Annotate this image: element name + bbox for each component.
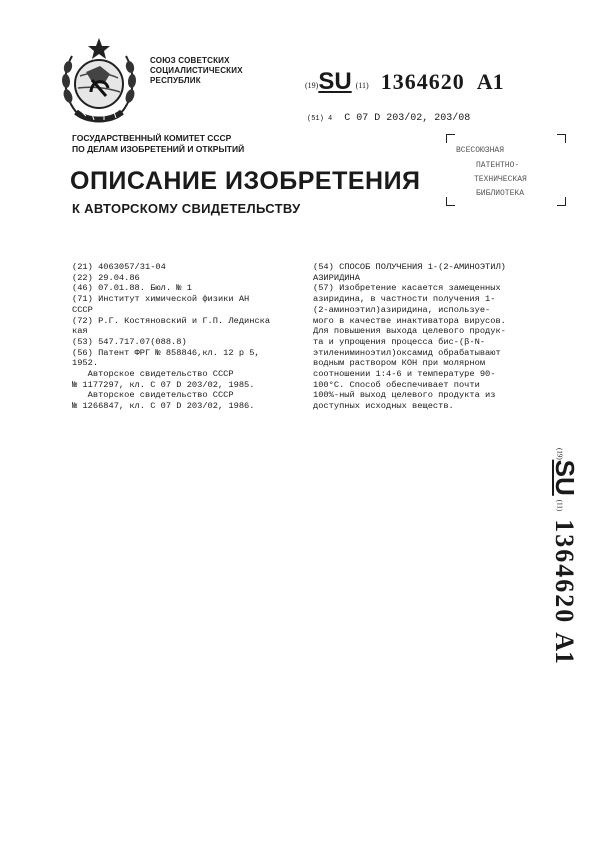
- abstract-line: (54) СПОСОБ ПОЛУЧЕНИЯ 1-(2-АМИНОЭТИЛ): [313, 262, 506, 272]
- union-line: СОЦИАЛИСТИЧЕСКИХ: [150, 66, 243, 75]
- ussr-emblem: [58, 36, 140, 126]
- abstract-line: 100°С. Способ обеспечивает почти: [313, 379, 480, 390]
- biblio-line: (72) Р.Г. Костяновский и Г.П. Лединска: [72, 315, 271, 326]
- stamp-line: ВСЕСОЮЗНАЯ: [456, 146, 505, 155]
- bibliographic-data: [72, 262, 297, 412]
- code-19: (19): [555, 448, 564, 460]
- ipc-classification: [307, 113, 470, 124]
- document-title: ОПИСАНИЕ ИЗОБРЕТЕНИЯ: [70, 167, 421, 195]
- patent-number: 1364620: [550, 519, 579, 625]
- abstract-line: (57) Изобретение касается замещенных: [313, 283, 501, 294]
- abstract-line: АЗИРИДИНА: [313, 272, 360, 283]
- stamp-corner: [557, 134, 566, 143]
- stamp-corner: [446, 134, 455, 143]
- abstract-line: азиридина, в частности получения 1-: [313, 294, 496, 305]
- union-line: РЕСПУБЛИК: [150, 76, 201, 85]
- vertical-label-text: [549, 448, 580, 664]
- abstract-line: соотношении 1:4-6 и температуре 90-: [313, 369, 496, 380]
- ipc-code: (51) 4: [307, 115, 333, 123]
- abstract-line: (2-аминоэтил)азиридина, используе-: [313, 304, 491, 315]
- country-code: SU: [550, 459, 580, 496]
- biblio-line: Авторское свидетельство СССР: [72, 369, 234, 380]
- biblio-line: (56) Патент ФРГ № 858846,кл. 12 р 5,: [72, 347, 260, 358]
- union-line: СОЮЗ СОВЕТСКИХ: [150, 56, 230, 65]
- abstract: [313, 262, 543, 412]
- kind-code: A1: [476, 69, 504, 94]
- biblio-line: (21) 4063057/31-04: [72, 262, 166, 272]
- code-11: (11): [355, 80, 369, 90]
- issuer-union: [150, 56, 243, 86]
- committee-line: ПО ДЕЛАМ ИЗОБРЕТЕНИЙ И ОТКРЫТИЙ: [72, 144, 245, 154]
- abstract-line: доступных исходных веществ.: [313, 401, 454, 412]
- stamp-line: БИБЛИОТЕКА: [476, 189, 525, 198]
- kind-code: A1: [550, 632, 579, 664]
- biblio-line: СССР: [72, 304, 93, 315]
- committee-line: ГОСУДАРСТВЕННЫЙ КОМИТЕТ СССР: [72, 133, 232, 143]
- abstract-line: мого в качестве инактиватора вирусов.: [313, 315, 506, 326]
- abstract-line: этилениминоэтил)оксамид обрабатывают: [313, 347, 501, 358]
- country-code: SU: [318, 68, 352, 95]
- abstract-line: водным раствором КОН при молярном: [313, 358, 486, 369]
- biblio-line: Авторское свидетельство СССР: [72, 390, 234, 401]
- stamp-corner: [557, 197, 566, 206]
- document-subtitle: К АВТОРСКОМУ СВИДЕТЕЛЬСТВУ: [72, 201, 301, 216]
- abstract-line: та и упрощения процесса бис-(β-N-: [313, 336, 486, 347]
- stamp-line: ТЕХНИЧЕСКАЯ: [474, 175, 527, 184]
- biblio-line: № 1266847, кл. С 07 D 203/02, 1986.: [72, 401, 255, 412]
- patent-number: 1364620: [380, 69, 465, 94]
- biblio-line: 1952.: [72, 358, 99, 369]
- biblio-line: (22) 29.04.86: [72, 272, 140, 283]
- biblio-line: (53) 547.717.07(088.8): [72, 336, 187, 347]
- abstract-line: Для повышения выхода целевого продук-: [313, 326, 506, 337]
- abstract-line: 100%-ный выход целевого продукта из: [313, 390, 496, 401]
- publication-number: [305, 68, 504, 96]
- stamp-line: ПАТЕНТНО-: [476, 161, 520, 170]
- vertical-patent-label: [548, 448, 588, 698]
- ipc-text: C 07 D 203/02, 203/08: [344, 113, 471, 124]
- committee-name: [72, 133, 244, 155]
- code-11: (11): [555, 499, 564, 512]
- biblio-line: (71) Институт химической физики АН: [72, 294, 250, 305]
- biblio-line: (46) 07.01.88. Бюл. № 1: [72, 283, 192, 294]
- code-19: (19): [305, 80, 319, 90]
- biblio-line: кая: [72, 326, 88, 337]
- library-stamp: [446, 134, 566, 206]
- biblio-line: № 1177297, кл. С 07 D 203/02, 1985.: [72, 379, 255, 390]
- stamp-corner: [446, 197, 455, 206]
